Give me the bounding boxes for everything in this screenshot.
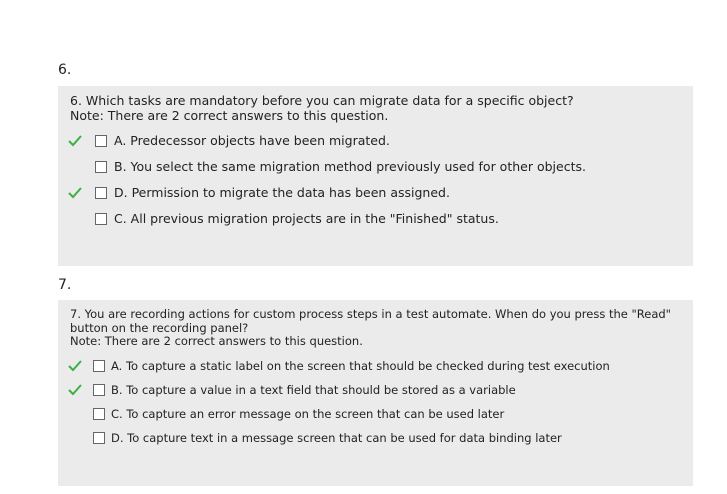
answer-label: D. Permission to migrate the data has been assigned. <box>114 185 450 200</box>
answer-option[interactable] <box>58 158 678 176</box>
answer-option[interactable] <box>58 132 678 150</box>
question-text-line: 6. Which tasks are mandatory before you can migrate data for a specific object? <box>70 93 574 108</box>
check-mark-icon <box>67 133 83 149</box>
check-mark-icon <box>67 358 83 374</box>
check-mark-icon <box>67 185 83 201</box>
question-text-line: 7. You are recording actions for custom process steps in a test automate. When do you press the "Read" <box>70 307 671 321</box>
question-number: 7. <box>58 277 72 293</box>
answer-label: B. You select the same migration method previously used for other objects. <box>114 159 586 174</box>
answer-option[interactable] <box>58 381 678 399</box>
checkbox[interactable] <box>95 213 107 225</box>
answer-option[interactable] <box>58 184 678 202</box>
checkbox[interactable] <box>93 408 105 420</box>
checkbox[interactable] <box>93 360 105 372</box>
checkbox[interactable] <box>95 161 107 173</box>
answer-label: B. To capture a value in a text field that should be stored as a variable <box>111 383 516 397</box>
question-note: Note: There are 2 correct answers to this question. <box>70 107 389 123</box>
question-note: Note: There are 2 correct answers to this question. <box>70 334 363 348</box>
answer-option[interactable] <box>58 357 678 375</box>
answer-label: C. All previous migration projects are in the "Finished" status. <box>114 211 499 226</box>
question-text <box>70 94 681 123</box>
answer-label: C. To capture an error message on the screen that can be used later <box>111 407 505 421</box>
question-panel <box>58 300 693 486</box>
check-mark-icon <box>67 382 83 398</box>
answer-option[interactable] <box>58 210 678 228</box>
question-number: 6. <box>58 62 72 78</box>
question-text <box>70 308 681 349</box>
checkbox[interactable] <box>95 187 107 199</box>
checkbox[interactable] <box>93 432 105 444</box>
checkbox[interactable] <box>93 384 105 396</box>
checkbox[interactable] <box>95 135 107 147</box>
answer-label: A. To capture a static label on the screen that should be checked during test execution <box>111 359 610 373</box>
answer-label: A. Predecessor objects have been migrated. <box>114 133 390 148</box>
answer-label: D. To capture text in a message screen that can be used for data binding later <box>111 431 562 445</box>
answer-option[interactable] <box>58 405 678 423</box>
question-panel <box>58 86 693 266</box>
question-text-line: button on the recording panel? <box>70 320 249 335</box>
answer-option[interactable] <box>58 429 678 447</box>
